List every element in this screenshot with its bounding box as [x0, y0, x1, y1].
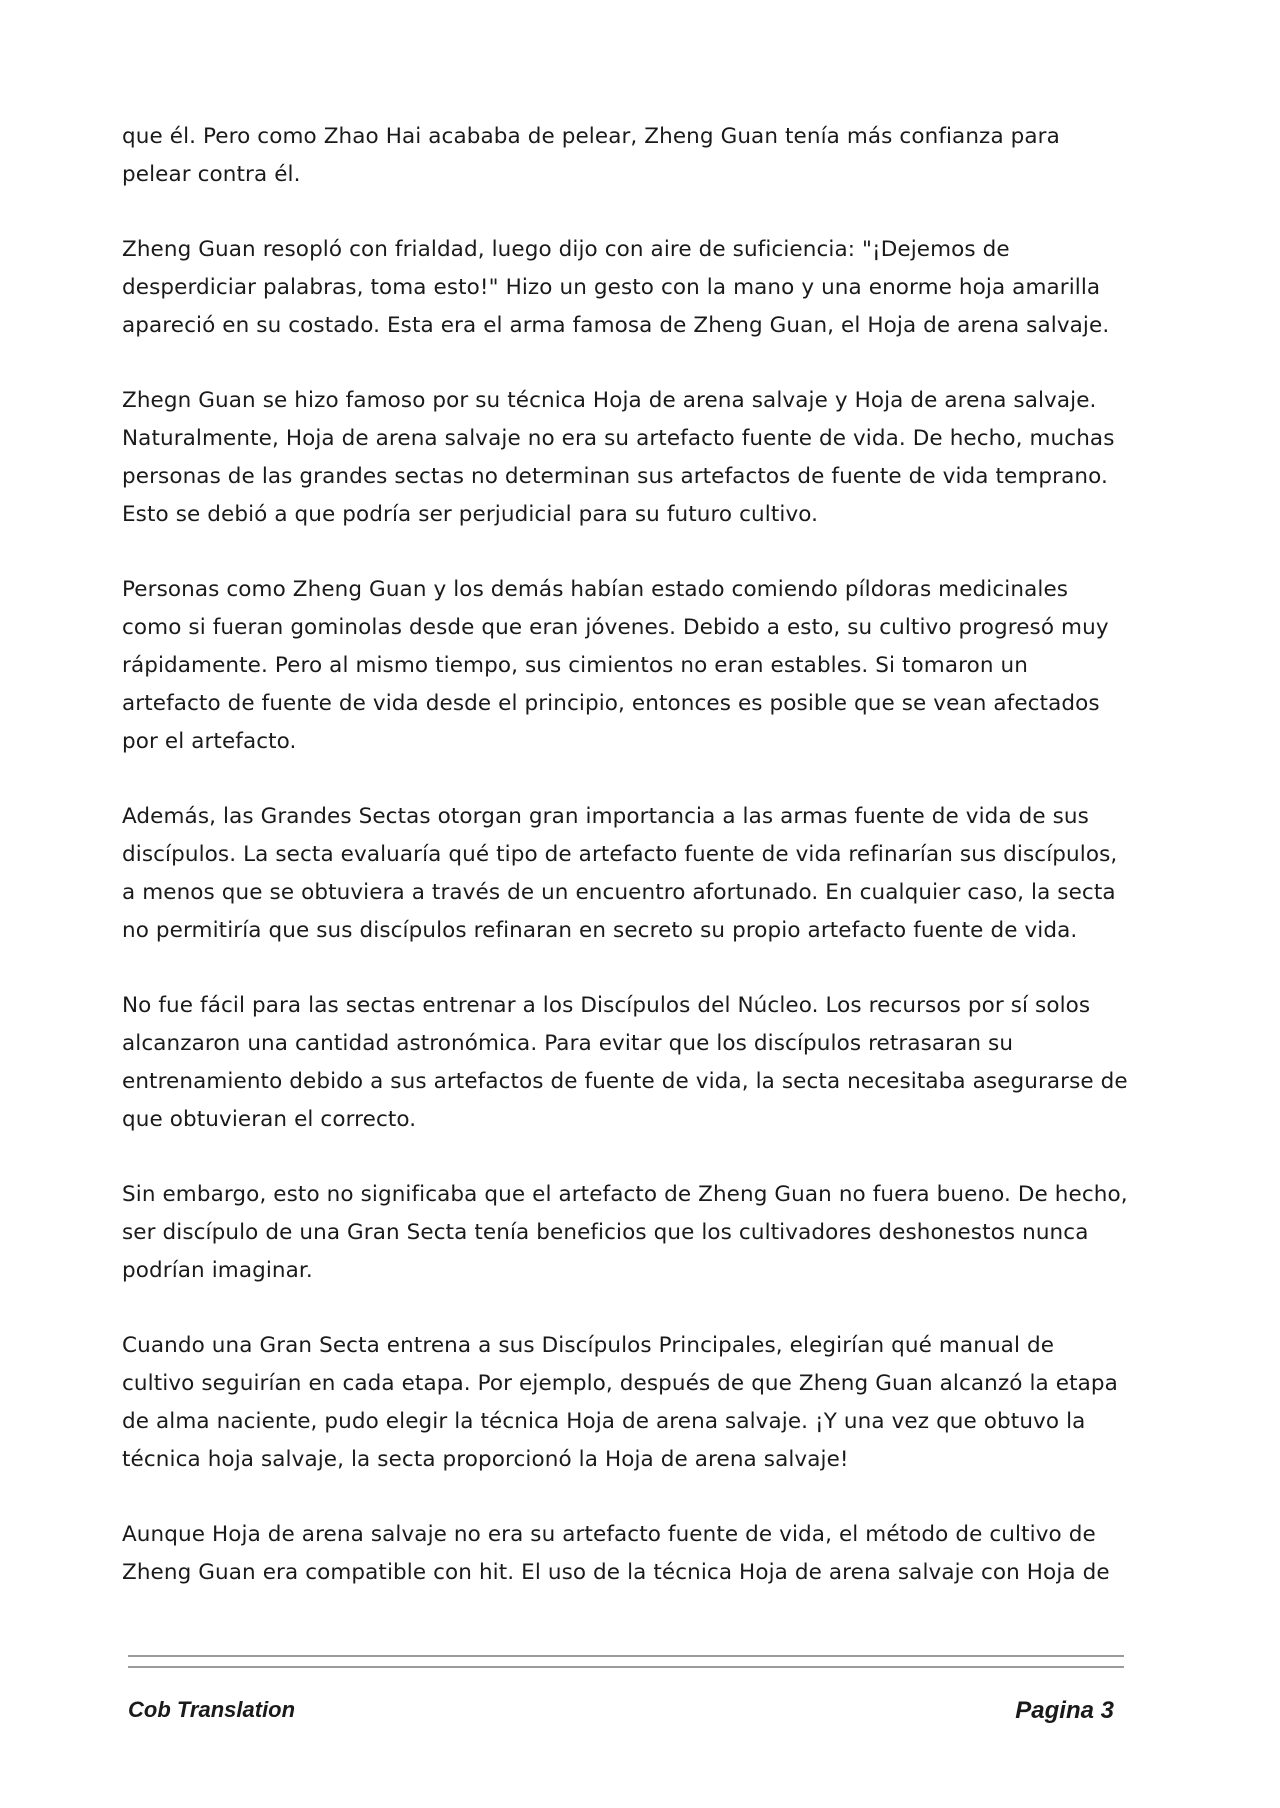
- paragraph: Aunque Hoja de arena salvaje no era su artefacto fuente de vida, el método de cultivo de Zheng Guan era compatible con hit. El uso de la técnica Hoja de arena salvaje con Hoja de: [122, 1522, 1110, 1585]
- page-body: [122, 118, 1132, 1629]
- paragraph: Sin embargo, esto no significaba que el artefacto de Zheng Guan no fuera bueno. De hecho, ser discípulo de una Gran Secta tenía beneficios que los cultivadores deshonestos nunca podrían imaginar.: [122, 1182, 1128, 1283]
- footer-divider-bottom: [128, 1666, 1124, 1668]
- footer-page-number: Pagina 3: [1015, 1697, 1114, 1724]
- footer-divider-top: [128, 1655, 1124, 1657]
- paragraph: Además, las Grandes Sectas otorgan gran importancia a las armas fuente de vida de sus discípulos. La secta evaluaría qué tipo de artefacto fuente de vida refinarían sus discípulos, a menos que se obtuviera a través de un encuentro afortunado. En cualquier caso, la secta no permitiría que sus discípulos refinaran en secreto su propio artefacto fuente de vida.: [122, 804, 1118, 943]
- paragraph: Cuando una Gran Secta entrena a sus Discípulos Principales, elegirían qué manual de cultivo seguirían en cada etapa. Por ejemplo, después de que Zheng Guan alcanzó la etapa de alma naciente, pudo elegir la técnica Hoja de arena salvaje. ¡Y una vez que obtuvo la técnica hoja salvaje, la secta proporcionó la Hoja de arena salvaje!: [122, 1333, 1118, 1472]
- paragraph: No fue fácil para las sectas entrenar a los Discípulos del Núcleo. Los recursos por sí solos alcanzaron una cantidad astronómica. Para evitar que los discípulos retrasaran su entrenamiento debido a sus artefactos de fuente de vida, la secta necesitaba asegurarse de que obtuvieran el correcto.: [122, 993, 1128, 1132]
- paragraph: Personas como Zheng Guan y los demás habían estado comiendo píldoras medicinales como si fueran gominolas desde que eran jóvenes. Debido a esto, su cultivo progresó muy rápidamente. Pero al mismo tiempo, sus cimientos no eran estables. Si tomaron un artefacto de fuente de vida desde el principio, entonces es posible que se vean afectados por el artefacto.: [122, 577, 1109, 754]
- paragraph: Zhegn Guan se hizo famoso por su técnica Hoja de arena salvaje y Hoja de arena salvaje. Naturalmente, Hoja de arena salvaje no era su artefacto fuente de vida. De hecho, muchas personas de las grandes sectas no determinan sus artefactos de fuente de vida temprano. Esto se debió a que podría ser perjudicial para su futuro cultivo.: [122, 388, 1115, 527]
- footer-translator-credit: Cob Translation: [128, 1697, 296, 1722]
- paragraph: que él. Pero como Zhao Hai acababa de pelear, Zheng Guan tenía más confianza para pelear contra él.: [122, 124, 1060, 187]
- paragraph: Zheng Guan resopló con frialdad, luego dijo con aire de suficiencia: "¡Dejemos de desperdiciar palabras, toma esto!" Hizo un gesto con la mano y una enorme hoja amarilla apareció en su costado. Esta era el arma famosa de Zheng Guan, el Hoja de arena salvaje.: [122, 237, 1110, 338]
